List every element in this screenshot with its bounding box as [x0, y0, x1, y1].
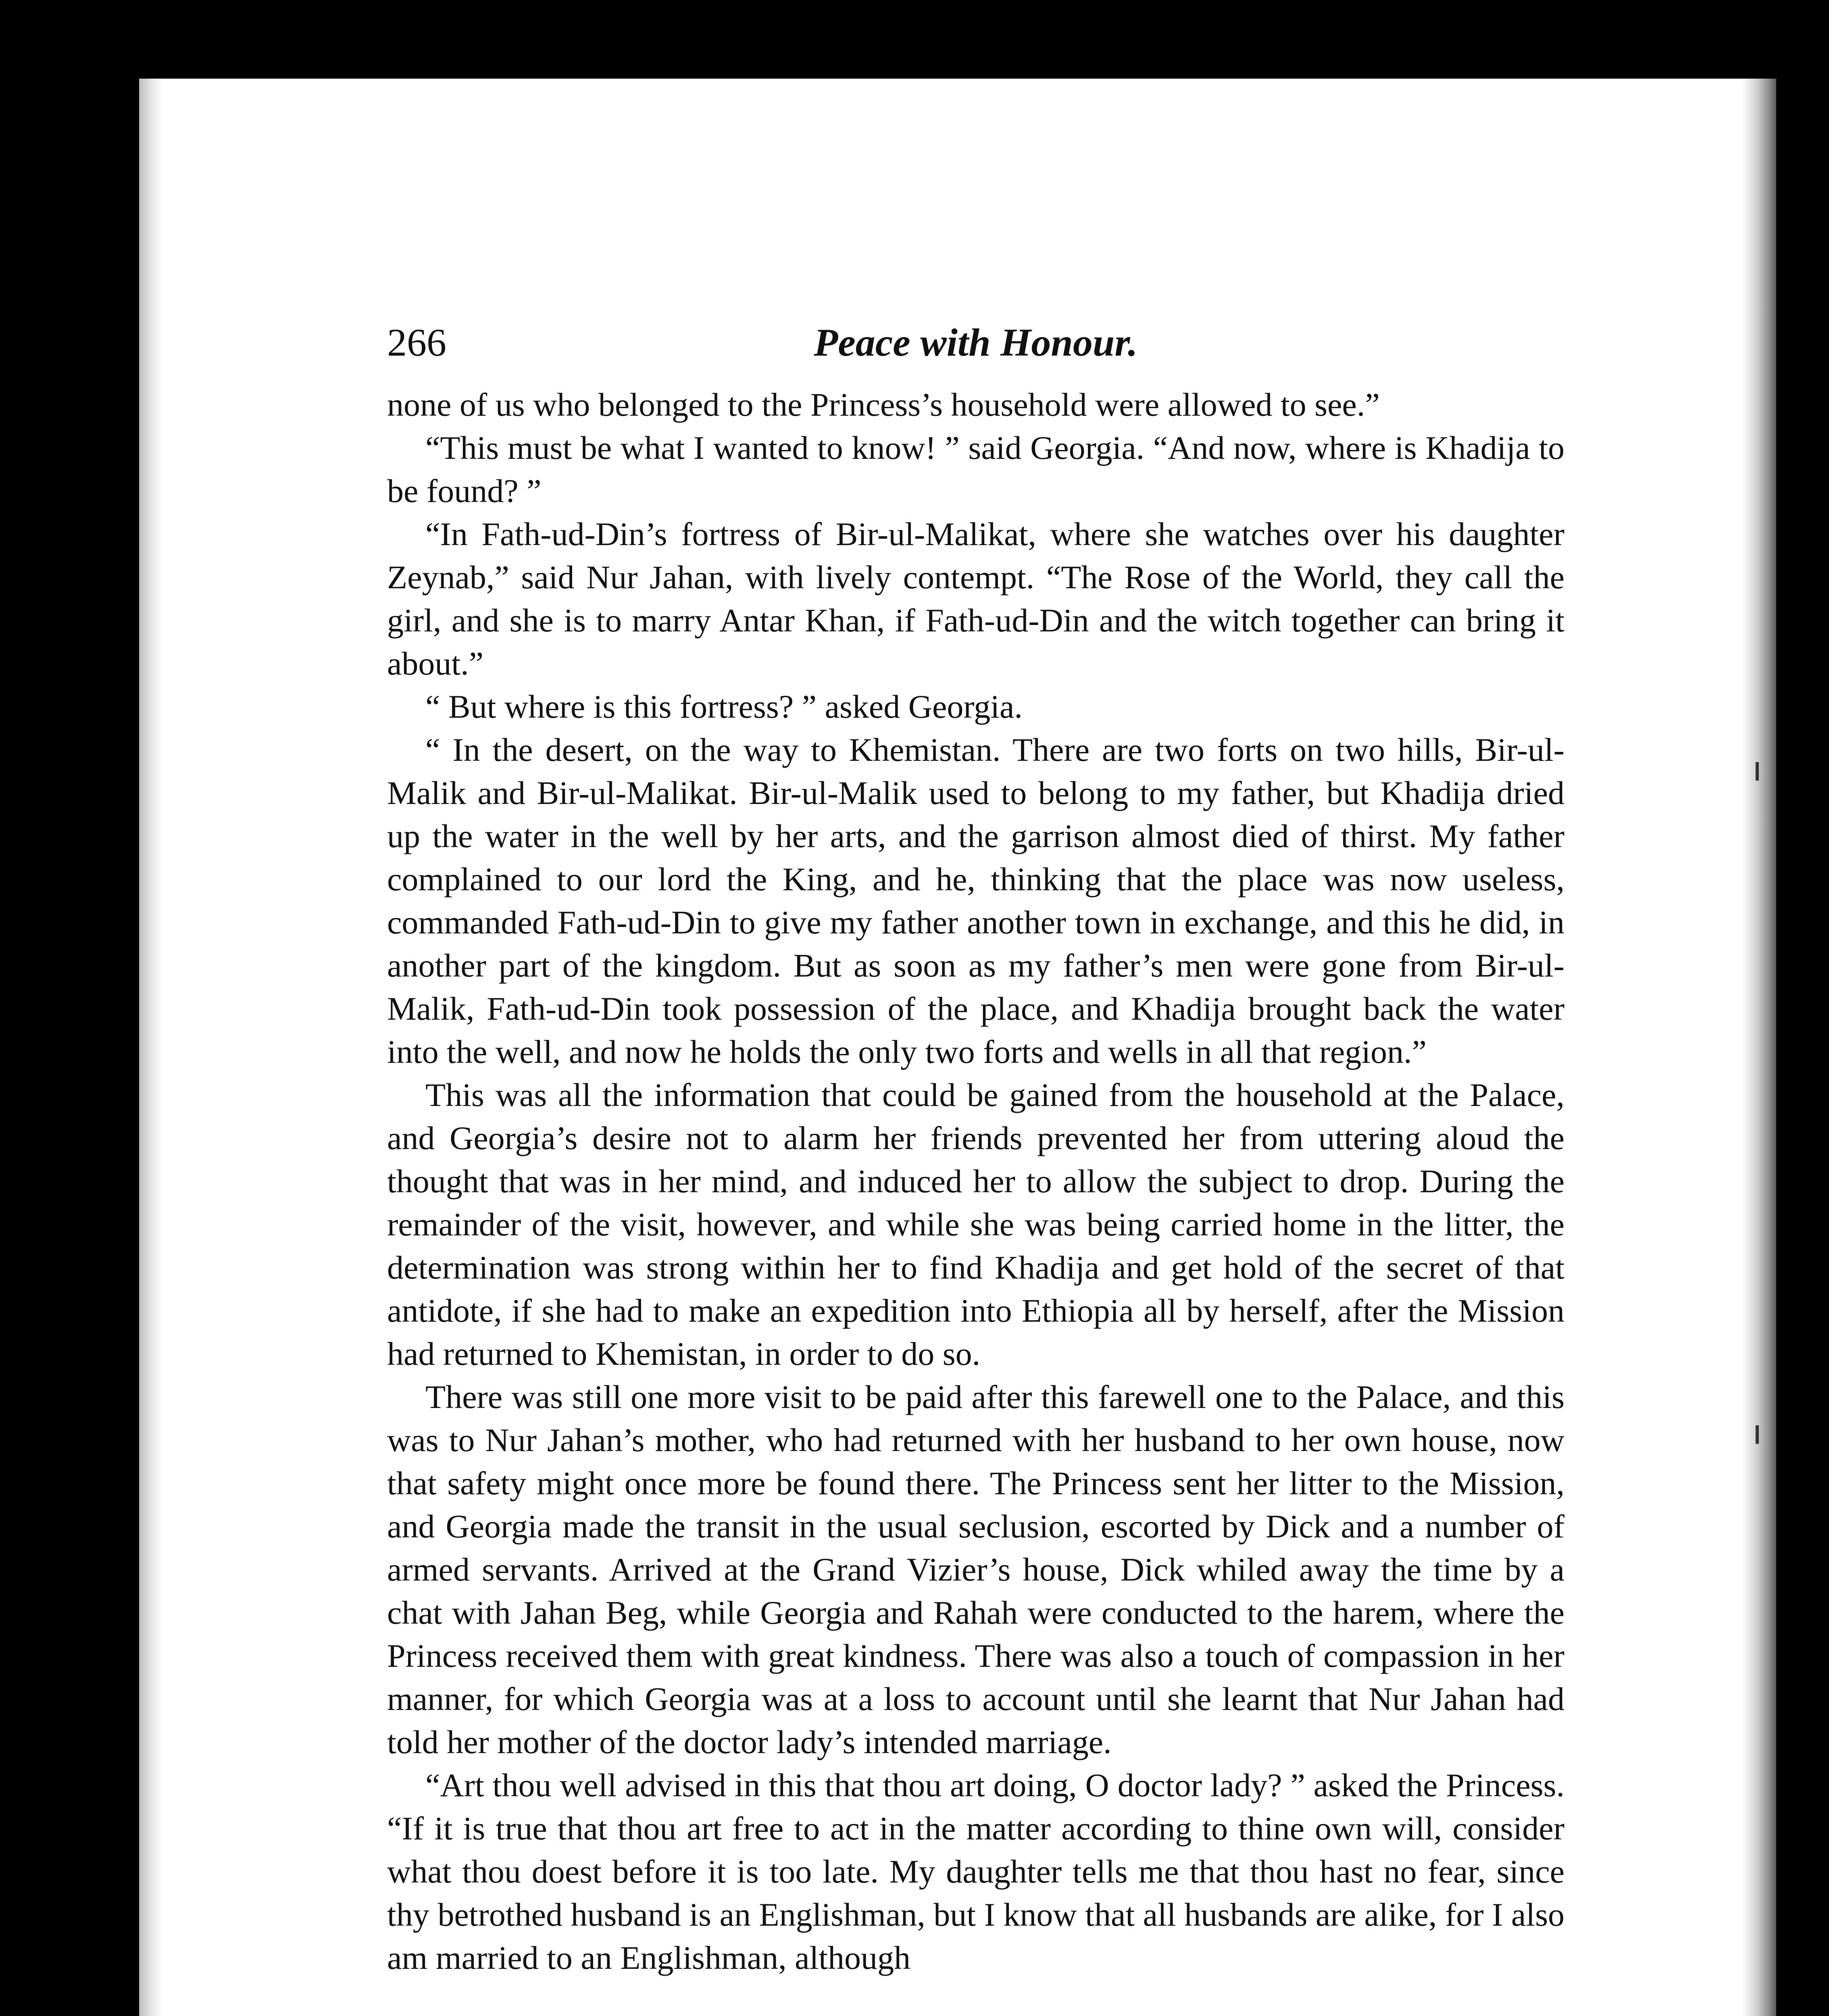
paragraph: “Art thou well advised in this that thou art doing, O doctor lady? ” asked the Princess. “If it is true that thou art free to act in the matter according to thine own will, consider what thou doest before it is too late. My daughter tells me that thou hast no fear, since thy betrothed husband is an Englishman, but I know that all husbands are alike, for I also am married to an Englishman, although — [387, 1767, 1564, 1976]
page-spine-shadow — [139, 79, 163, 2016]
paragraph: This was all the information that could be gained from the household at the Palace, and Georgia’s desire not to alarm her friends prevented her from uttering aloud the thought that was in her mind, and induced her to allow the subject to drop. During the remainder of the visit, however, and while she was being carried home in the litter, the determination was strong within her to find Khadija and get hold of the secret of that antidote, if she had to make an expedition into Ethiopia all by herself, after the Mission had returned to Khemistan, in order to do so. — [387, 1077, 1564, 1372]
book-page — [139, 79, 1776, 2016]
edge-mark — [1756, 1425, 1759, 1444]
paragraph: “In Fath-ud-Din’s fortress of Bir-ul-Malikat, where she watches over his daughter Zeynab,” said Nur Jahan, with lively contempt. “The Rose of the World, they call the girl, and she is to marry Antar Khan, if Fath-ud-Din and the witch together can bring it about.” — [387, 516, 1564, 682]
page-number: 266 — [387, 321, 446, 364]
paragraph: There was still one more visit to be paid after this farewell one to the Palace, and this was to Nur Jahan’s mother, who had returned with her husband to her own house, now that safety might once more be found there. The Princess sent her litter to the Mission, and Georgia made the transit in the usual seclusion, escorted by Dick and a number of armed servants. Arrived at the Grand Vizier’s house, Dick whiled away the time by a chat with Jahan Beg, while Georgia and Rahah were conducted to the harem, where the Princess received them with great kindness. There was also a touch of compassion in her manner, for which Georgia was at a loss to account until she learnt that Nur Jahan had told her mother of the doctor lady’s intended marriage. — [387, 1379, 1564, 1760]
page-edge-shadow — [1742, 79, 1776, 2016]
paragraph: none of us who belonged to the Princess’s household were allowed to see.” — [387, 386, 1380, 423]
paragraph: “ But where is this fortress? ” asked Georgia. — [425, 688, 1023, 725]
paragraph: “This must be what I wanted to know! ” said Georgia. “And now, where is Khadija to be found? ” — [387, 429, 1564, 509]
paragraph: “ In the desert, on the way to Khemistan. There are two forts on two hills, Bir-ul-Malik and Bir-ul-Malikat. Bir-ul-Malik used to belong to my father, but Khadija dried up the water in the well by her arts, and the garrison almost died of thirst. My father complained to our lord the King, and he, thinking that the place was now useless, commanded Fath-ud-Din to give my father another town in exchange, and this he did, in another part of the kingdom. But as soon as my father’s men were gone from Bir-ul-Malik, Fath-ud-Din took possession of the place, and Khadija brought back the water into the well, and now he holds the only two forts and wells in all that region.” — [387, 731, 1564, 1070]
body-text — [387, 383, 1564, 1979]
edge-mark — [1756, 762, 1759, 781]
page-header — [387, 308, 1564, 377]
running-title: Peace with Honour. — [814, 321, 1138, 364]
